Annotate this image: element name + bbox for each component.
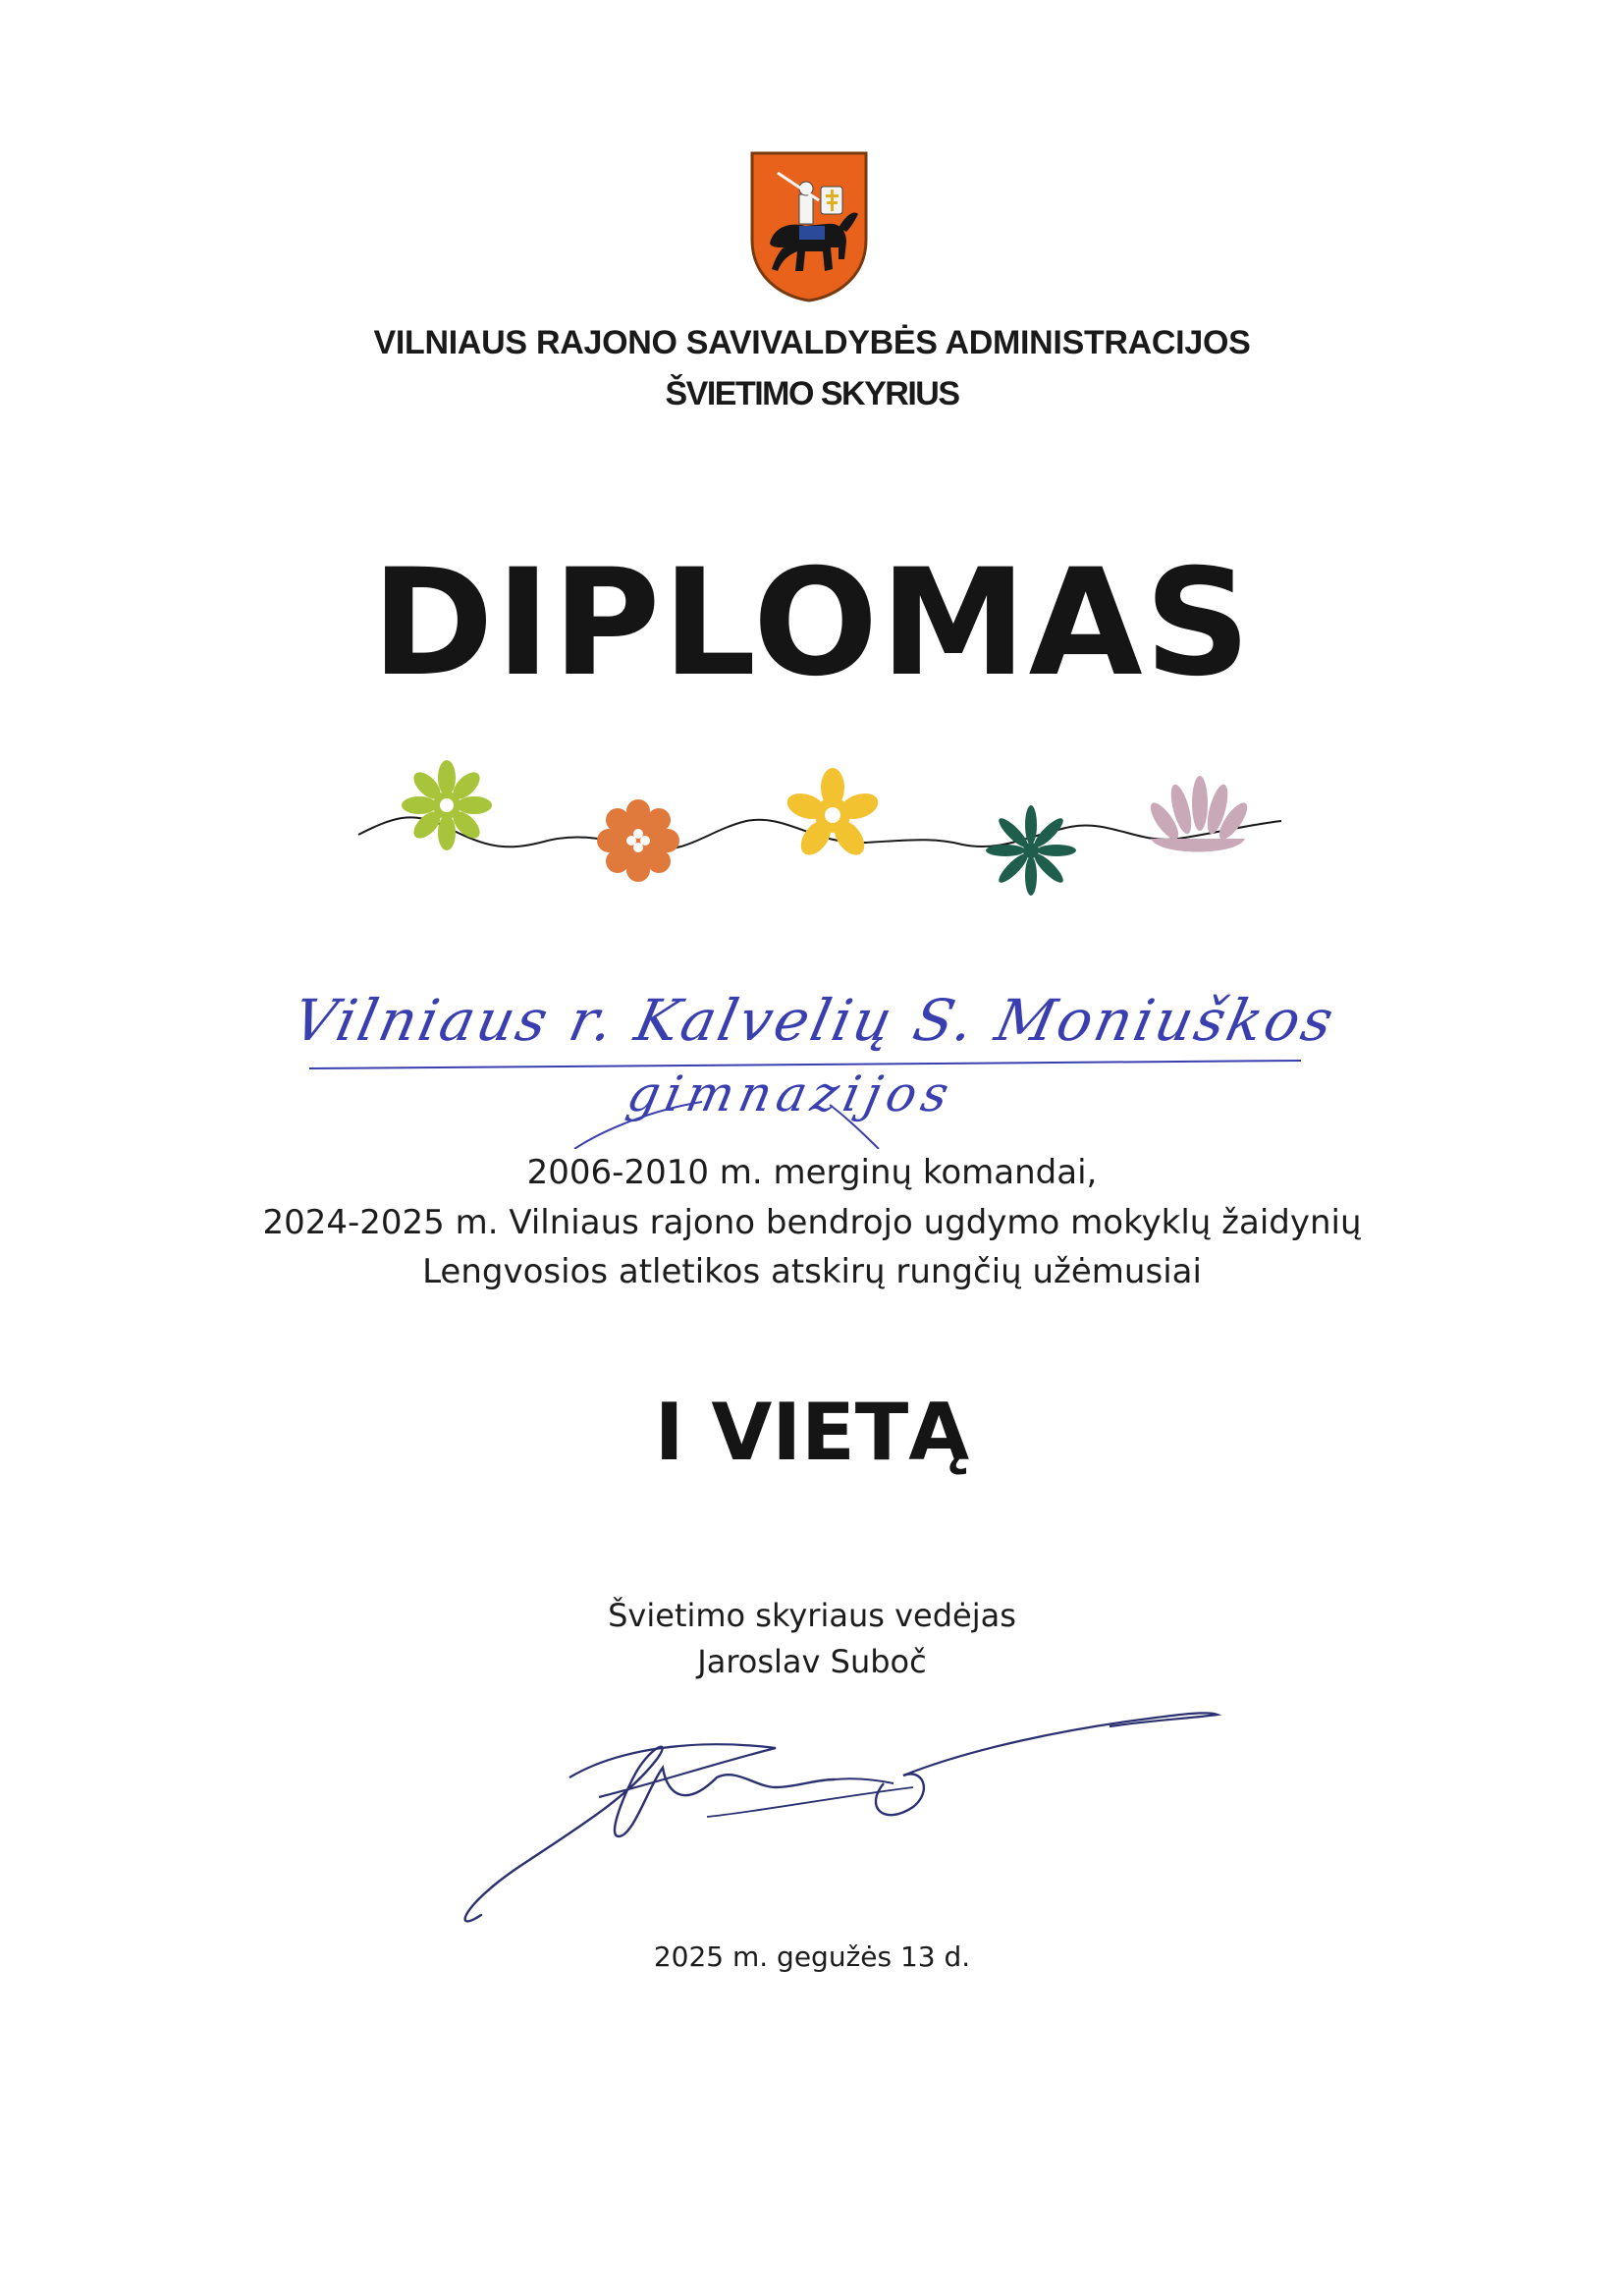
organization-name: VILNIAUS RAJONO SAVIVALDYBĖS ADMINISTRACIJOS xyxy=(373,324,1251,361)
body-line-2: 2024-2025 m. Vilniaus rajono bendrojo ugdymo mokyklų žaidynių xyxy=(262,1203,1362,1242)
recipient-handwritten-line1: Vilniaus r. Kalvelių S. Moniuškos xyxy=(287,987,1342,1054)
handwritten-signature-icon xyxy=(461,1689,1247,1935)
body-line-1: 2006-2010 m. merginų komandai, xyxy=(526,1153,1098,1192)
body-line-3: Lengvosios atletikos atskirų rungčių užėmusiai xyxy=(422,1252,1202,1291)
issue-date: 2025 m. gegužės 13 d. xyxy=(653,1941,971,1973)
diploma-title: DIPLOMAS xyxy=(371,538,1253,709)
coat-of-arms-icon xyxy=(748,149,870,304)
recipient-handwritten-line2: gimnazijos xyxy=(622,1066,960,1122)
award-place: I VIETĄ xyxy=(654,1387,970,1478)
signatory-position: Švietimo skyriaus vedėjas xyxy=(608,1597,1016,1634)
flowers-garland-icon xyxy=(353,746,1286,903)
signatory-name: Jaroslav Suboč xyxy=(697,1643,927,1680)
organization-department: ŠVIETIMO SKYRIUS xyxy=(665,375,959,412)
